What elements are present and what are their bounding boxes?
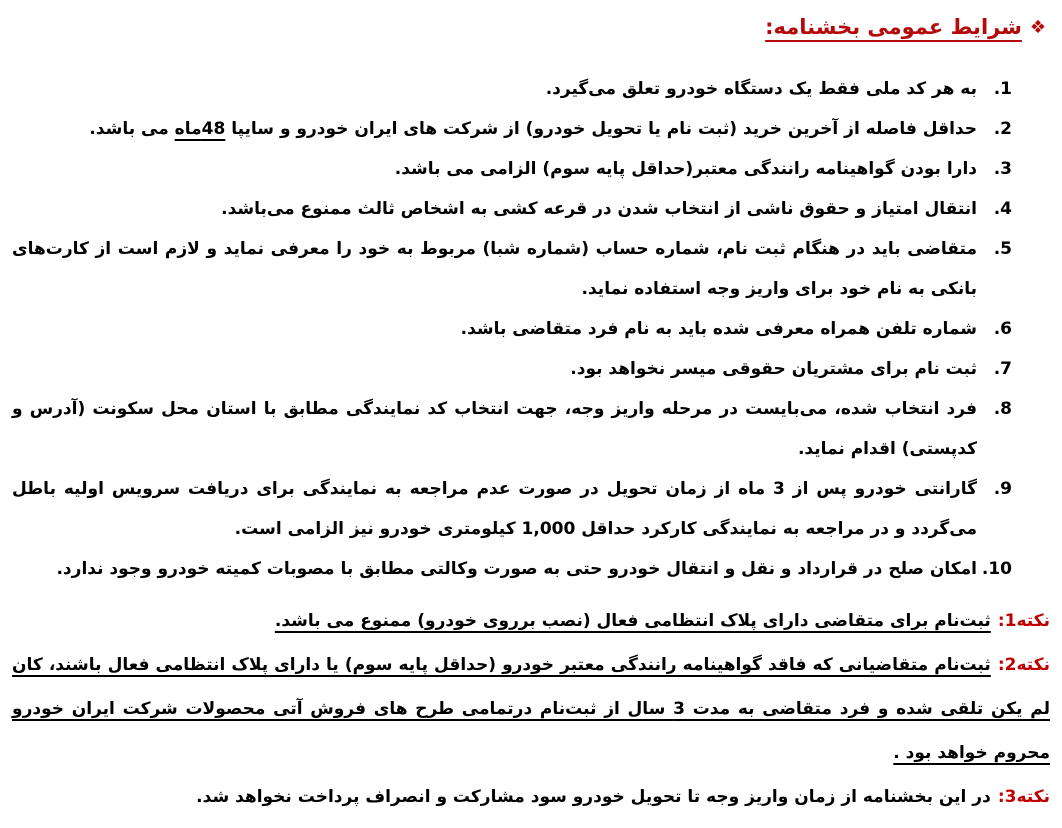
note-text: ثبت‌نام برای متقاضی دارای پلاک انتظامی فعال (نصب برروی خودرو) ممنوع می باشد. xyxy=(274,611,991,631)
item-text: شماره تلفن همراه معرفی شده باید به نام فرد متقاضی باشد. xyxy=(460,319,977,339)
item-text: انتقال امتیاز و حقوق ناشی از انتخاب شدن در قرعه کشی به اشخاص ثالث ممنوع می‌باشد. xyxy=(221,199,977,219)
item-text: به هر کد ملی فقط یک دستگاه خودرو تعلق می‌گیرد. xyxy=(545,79,977,99)
item-number: 9. xyxy=(993,479,1012,499)
list-item-6 xyxy=(12,309,1050,349)
item-text-segment: حداقل فاصله از آخرین خرید (ثبت نام یا تحویل خودرو) از شرکت های ایران خودرو و سایپا xyxy=(225,119,977,139)
item-number: 8. xyxy=(993,399,1012,419)
note-2 xyxy=(12,643,1050,775)
list-item-4 xyxy=(12,189,1050,229)
note-text: ثبت‌نام متقاضیانی که فاقد گواهینامه رانندگی معتبر خودرو (حداقل پایه سوم) یا دارای پلاک انتظامی فعال باشند، کان لم یکن تلقی شده و فرد متقاضی به مدت 3 سال از ثبت‌نام درتمامی طرح های فروش آتی محصولات شرکت ایران خودرو محروم خواهد بود . xyxy=(12,655,1050,763)
title-row xyxy=(12,10,1046,45)
item-text: امکان صلح در قرارداد و نقل و انتقال خودرو حتی به صورت وکالتی مطابق با مصوبات کمیته خودرو وجود ندارد. xyxy=(56,559,977,579)
item-number: 6. xyxy=(993,319,1012,339)
note-label: نکته1: xyxy=(997,611,1050,631)
item-text: متقاضی باید در هنگام ثبت نام، شماره حساب (شماره شبا) مربوط به خود را معرفی نماید و لازم است از کارت‌های بانکی به نام خود برای واریز وجه استفاده نماید. xyxy=(12,239,977,299)
list-item-1 xyxy=(12,69,1050,109)
note-text: در این بخشنامه از زمان واریز وجه تا تحویل خودرو سود مشارکت و انصراف پرداخت نخواهد شد. xyxy=(196,787,991,807)
item-text: ثبت نام برای مشتریان حقوقی میسر نخواهد بود. xyxy=(570,359,977,379)
item-text xyxy=(12,109,977,149)
item-number: 4. xyxy=(993,199,1012,219)
item-number: 3. xyxy=(993,159,1012,179)
item-text: گارانتی خودرو پس از 3 ماه از زمان تحویل در صورت عدم مراجعه به نمایندگی برای دریافت سرویس اولیه باطل می‌گردد و در مراجعه به نمایندگی کارکرد حداقل 1,000 کیلومتری خودرو نیز الزامی است. xyxy=(12,479,977,539)
item-number: 5. xyxy=(993,239,1012,259)
item-number: 10. xyxy=(981,559,1012,579)
note-label: نکته3: xyxy=(997,787,1050,807)
list-item-9 xyxy=(12,469,1050,549)
item-number: 7. xyxy=(993,359,1012,379)
item-text-underlined-segment: 48ماه xyxy=(174,119,226,139)
page-title: شرایط عمومی بخشنامه: xyxy=(765,15,1022,39)
notes-section xyxy=(12,599,1050,819)
item-number: 1. xyxy=(993,79,1012,99)
list-item-3 xyxy=(12,149,1050,189)
item-text: فرد انتخاب شده، می‌بایست در مرحله واریز وجه، جهت انتخاب کد نمایندگی مطابق با استان محل سکونت (آدرس و کدپستی) اقدام نماید. xyxy=(12,399,977,459)
note-3 xyxy=(12,775,1050,819)
item-number: 2. xyxy=(993,119,1012,139)
terms-list xyxy=(12,69,1050,589)
item-text-segment: می باشد. xyxy=(89,119,175,139)
list-item-5 xyxy=(12,229,1050,309)
list-item-2 xyxy=(12,109,1050,149)
note-1 xyxy=(12,599,1050,643)
list-item-7 xyxy=(12,349,1050,389)
note-label: نکته2: xyxy=(997,655,1050,675)
diamond-bullet-icon: ❖ xyxy=(1029,17,1046,38)
list-item-10 xyxy=(12,549,1050,589)
item-text: دارا بودن گواهینامه رانندگی معتبر(حداقل پایه سوم) الزامی می باشد. xyxy=(394,159,977,179)
list-item-8 xyxy=(12,389,1050,469)
